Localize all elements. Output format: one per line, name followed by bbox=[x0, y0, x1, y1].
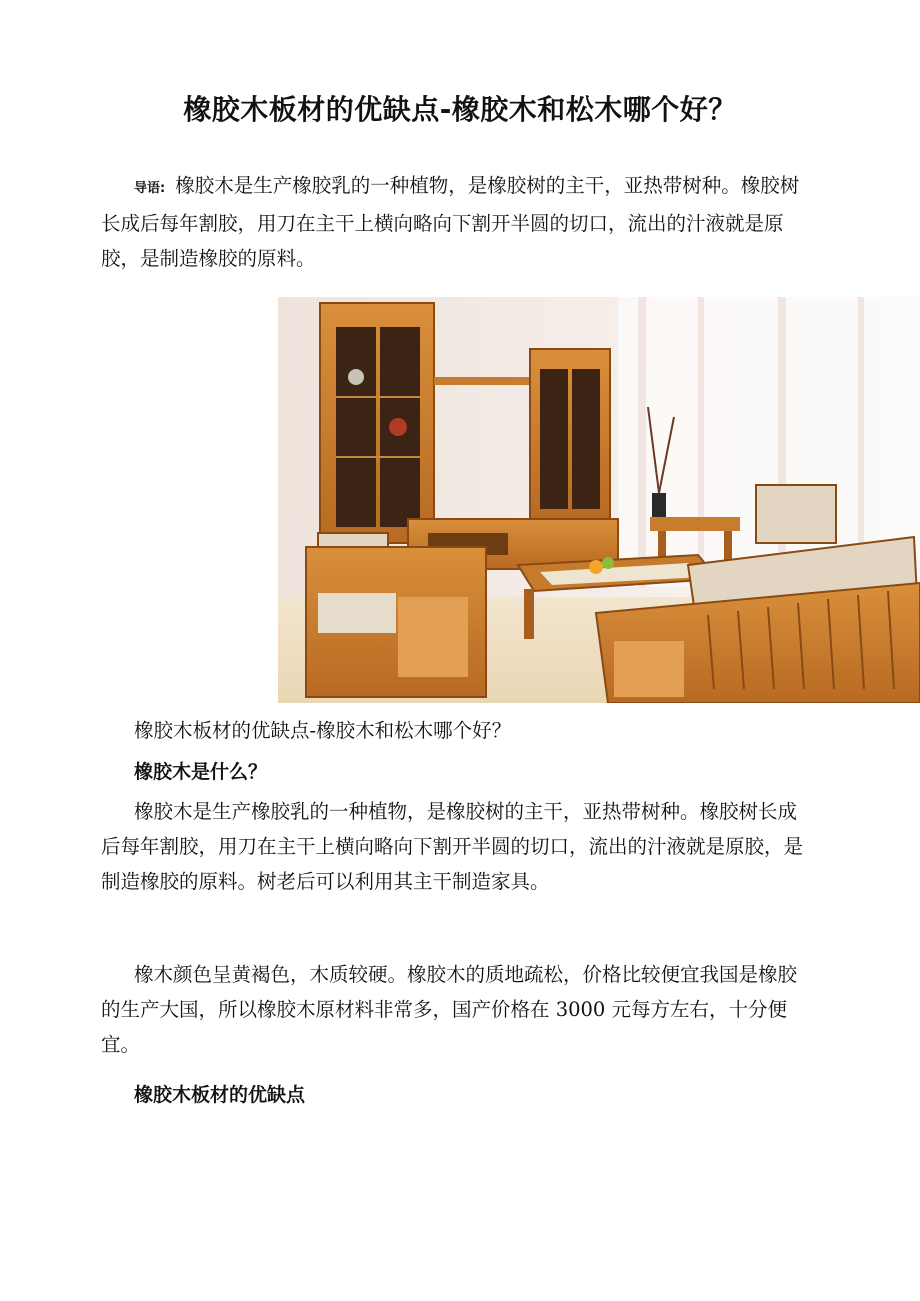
lead-paragraph bbox=[101, 168, 811, 276]
body-paragraph-2: 橡木颜色呈黄褐色，木质较硬。橡胶木的质地疏松，价格比较便宜我国是橡胶的生产大国，所以橡胶木原材料非常多，国产价格在 3000 元每方左右，十分便宜。 bbox=[101, 963, 798, 1056]
section-heading-pros-cons: 橡胶木板材的优缺点 bbox=[134, 1084, 306, 1106]
body-paragraph-1: 橡胶木是生产橡胶乳的一种植物，是橡胶树的主干，亚热带树种。橡胶树长成后每年割胶，用刀在主干上横向略向下割开半圆的切口，流出的汁液就是原胶，是制造橡胶的原料。树老后可以利用其主干制造家具。 bbox=[101, 800, 804, 893]
lead-text: 橡胶木是生产橡胶乳的一种植物，是橡胶树的主干，亚热带树种。橡胶树长成后每年割胶，用刀在主干上横向略向下割开半圆的切口，流出的汁液就是原胶，是制造橡胶的原料。 bbox=[101, 174, 800, 270]
image-caption: 橡胶木板材的优缺点-橡胶木和松木哪个好？ bbox=[134, 719, 512, 742]
document-title: 橡胶木板材的优缺点-橡胶木和松木哪个好？ bbox=[183, 93, 737, 126]
lead-tag: 导语: bbox=[134, 181, 166, 196]
section-heading-what-is: 橡胶木是什么？ bbox=[134, 761, 268, 783]
furniture-photo bbox=[278, 297, 920, 703]
